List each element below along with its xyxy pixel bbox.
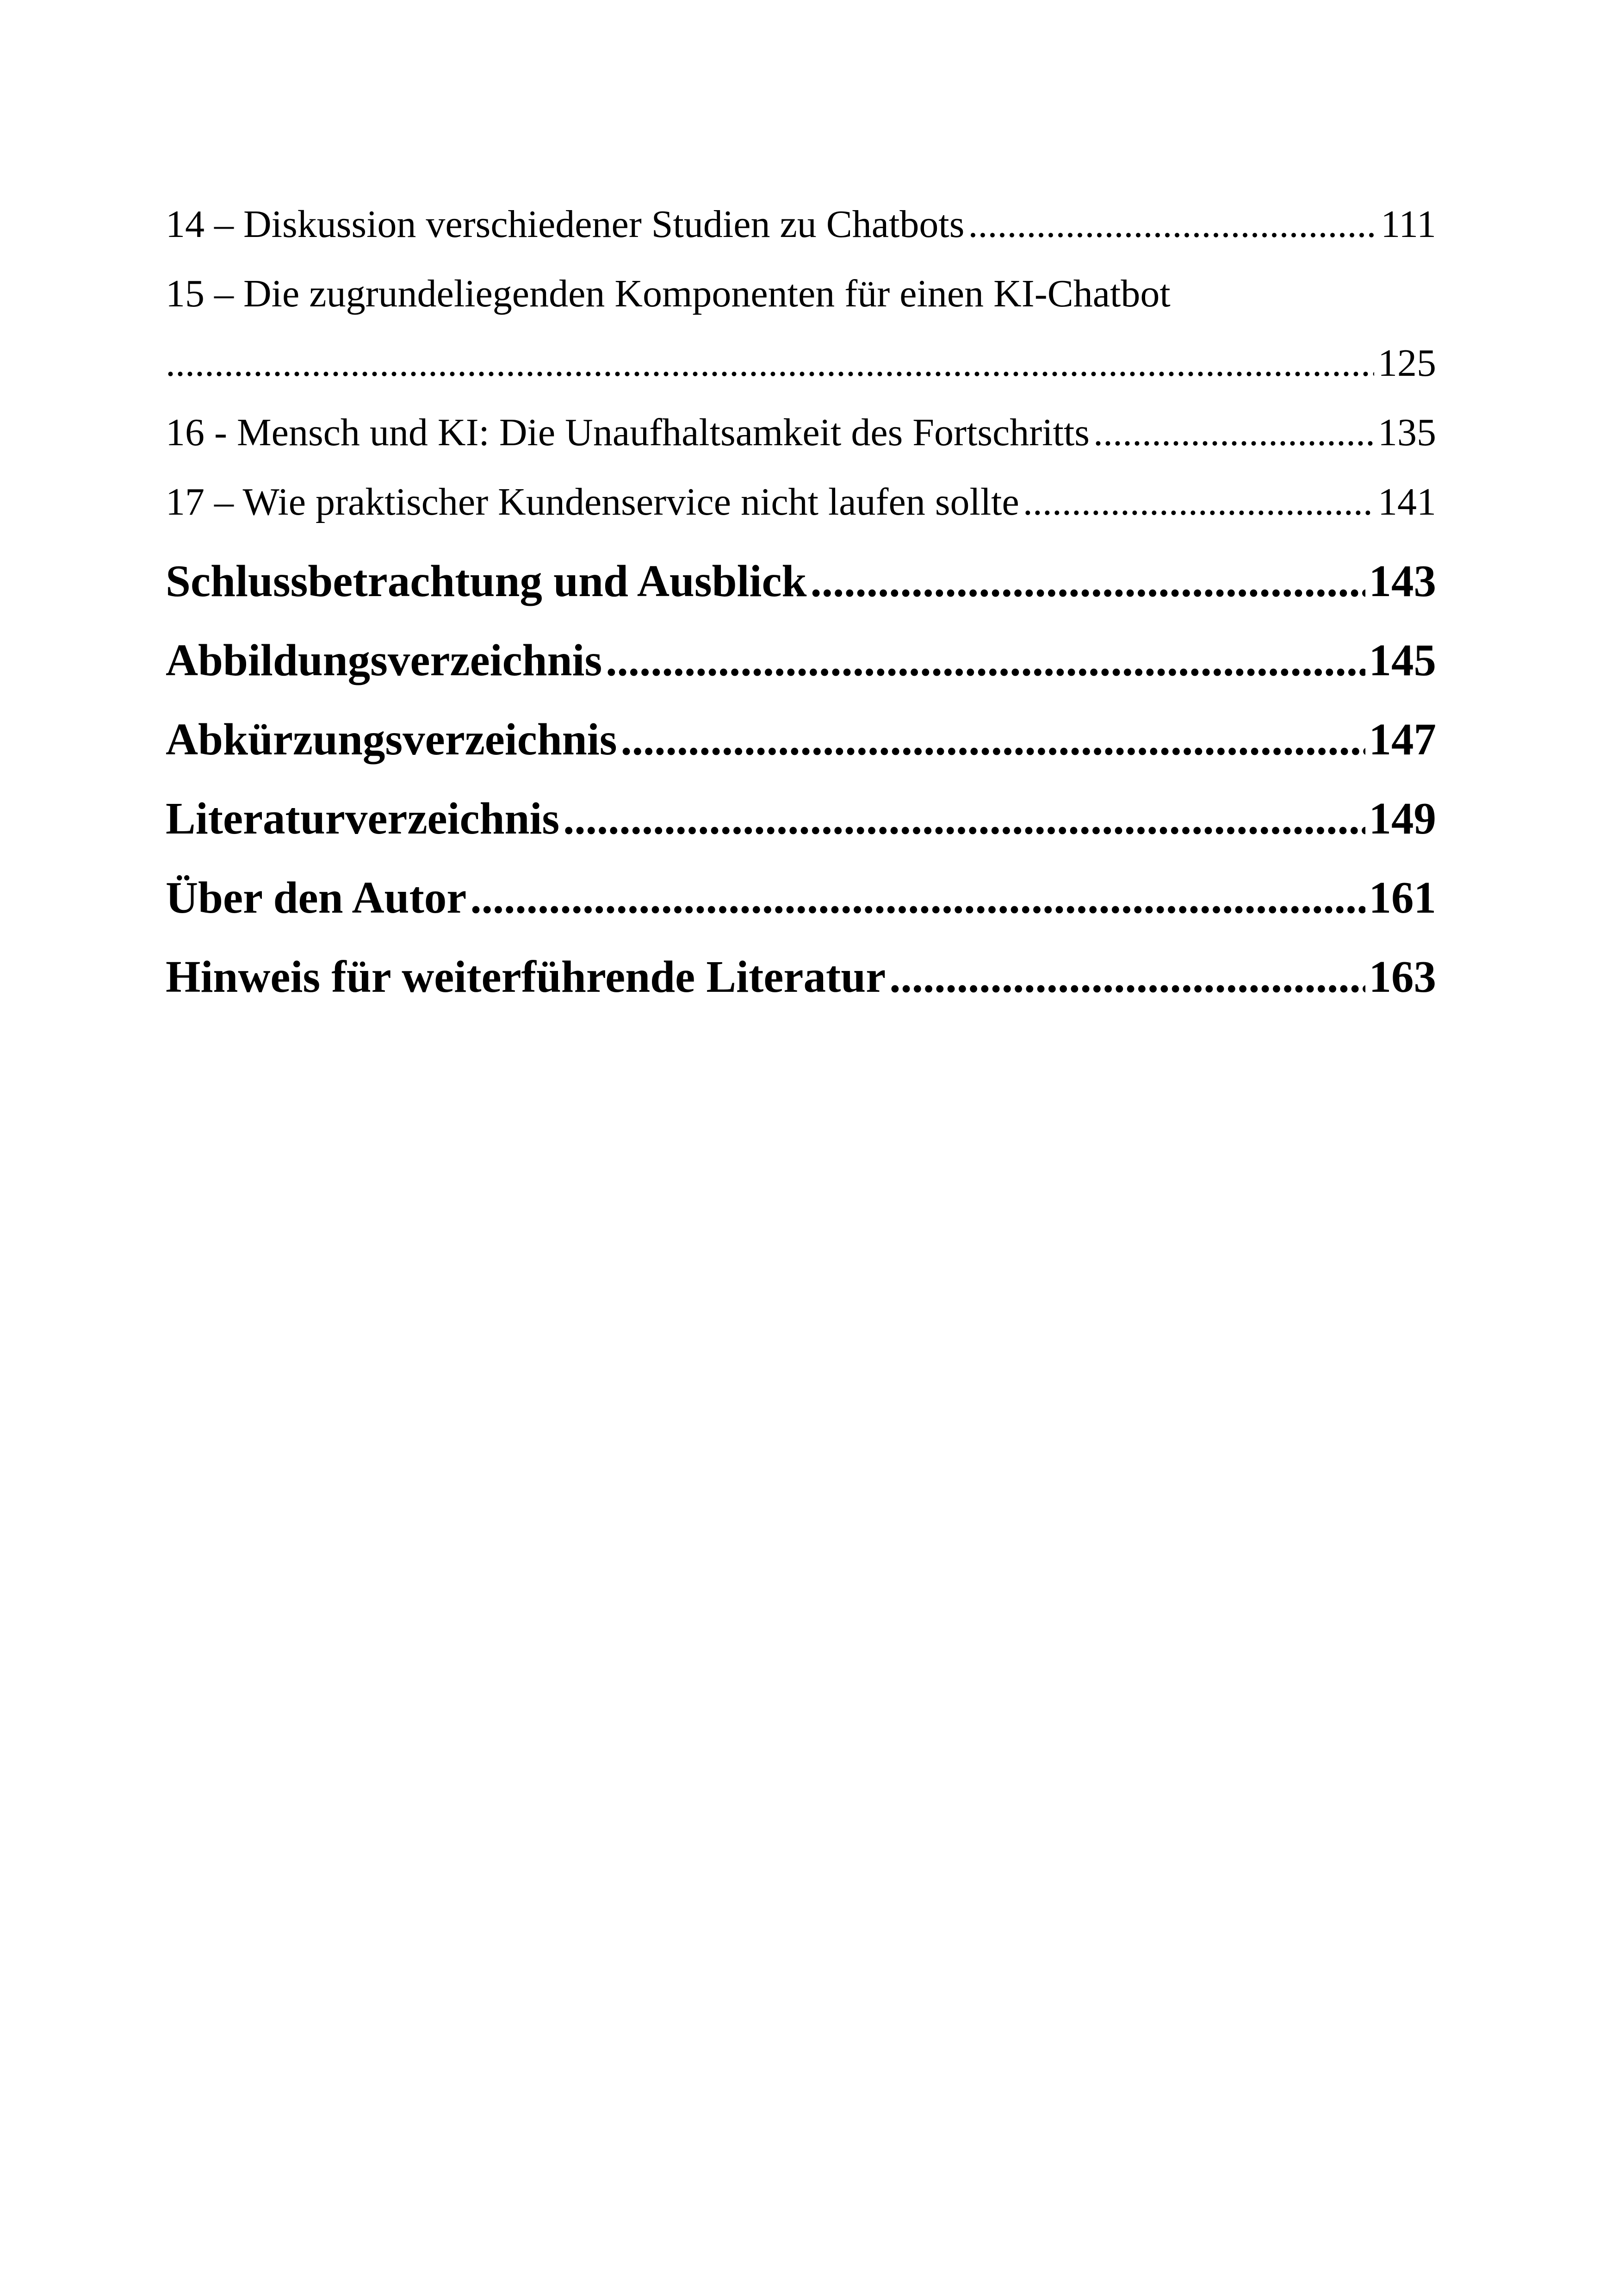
toc-entry-title: Schlussbetrachtung und Ausblick — [166, 556, 807, 606]
toc-dot-leader — [606, 621, 1365, 700]
toc-entry-16[interactable] — [166, 398, 1436, 467]
toc-entry-title: 14 – Diskussion verschiedener Studien zu Chatbots — [166, 203, 965, 246]
toc-entry-14[interactable] — [166, 190, 1436, 259]
toc-entry-literaturverzeichnis[interactable] — [166, 779, 1436, 858]
toc-dot-leader — [810, 541, 1365, 621]
toc-dot-leader — [1023, 467, 1374, 537]
toc-dot-leader — [889, 937, 1365, 1016]
table-of-contents — [166, 190, 1436, 1016]
toc-entry-title: Über den Autor — [166, 873, 467, 922]
toc-page-number: 125 — [1378, 342, 1436, 385]
toc-dot-leader — [470, 858, 1365, 937]
toc-entry-15[interactable] — [166, 329, 1436, 398]
toc-entry-abkuerzungsverzeichnis[interactable] — [166, 700, 1436, 779]
toc-entry-title: 16 - Mensch und KI: Die Unaufhaltsamkeit des Fortschritts — [166, 411, 1090, 454]
toc-entry-schlussbetrachtung[interactable] — [166, 541, 1436, 621]
toc-page-number: 141 — [1378, 480, 1436, 523]
toc-entry-17[interactable] — [166, 467, 1436, 537]
toc-dot-leader — [620, 700, 1365, 779]
toc-page-number: 135 — [1378, 411, 1436, 454]
toc-entry-abbildungsverzeichnis[interactable] — [166, 621, 1436, 700]
toc-page-number: 145 — [1369, 635, 1436, 685]
toc-dot-leader — [1093, 398, 1374, 467]
toc-entry-title: Hinweis für weiterführende Literatur — [166, 952, 886, 1002]
toc-page-number: 111 — [1381, 203, 1436, 246]
toc-entry-ueber-den-autor[interactable] — [166, 858, 1436, 937]
toc-page-number: 147 — [1369, 715, 1436, 764]
toc-entry-title: Literaturverzeichnis — [166, 794, 560, 843]
toc-dot-leader — [968, 190, 1377, 259]
toc-dot-leader — [166, 329, 1374, 398]
toc-entry-title: Abbildungsverzeichnis — [166, 635, 602, 685]
toc-entry-title: 17 – Wie praktischer Kundenservice nicht laufen sollte — [166, 480, 1019, 523]
toc-page-number: 163 — [1369, 952, 1436, 1002]
toc-page-number: 149 — [1369, 794, 1436, 843]
toc-page-number: 161 — [1369, 873, 1436, 922]
toc-entry-title: Abkürzungsverzeichnis — [166, 715, 617, 764]
toc-dot-leader — [563, 779, 1365, 858]
toc-entry-hinweis[interactable] — [166, 937, 1436, 1016]
toc-page-number: 143 — [1369, 556, 1436, 606]
toc-entry-15-title-line[interactable]: 15 – Die zugrundeliegenden Komponenten für einen KI-Chatbot — [166, 272, 1171, 315]
